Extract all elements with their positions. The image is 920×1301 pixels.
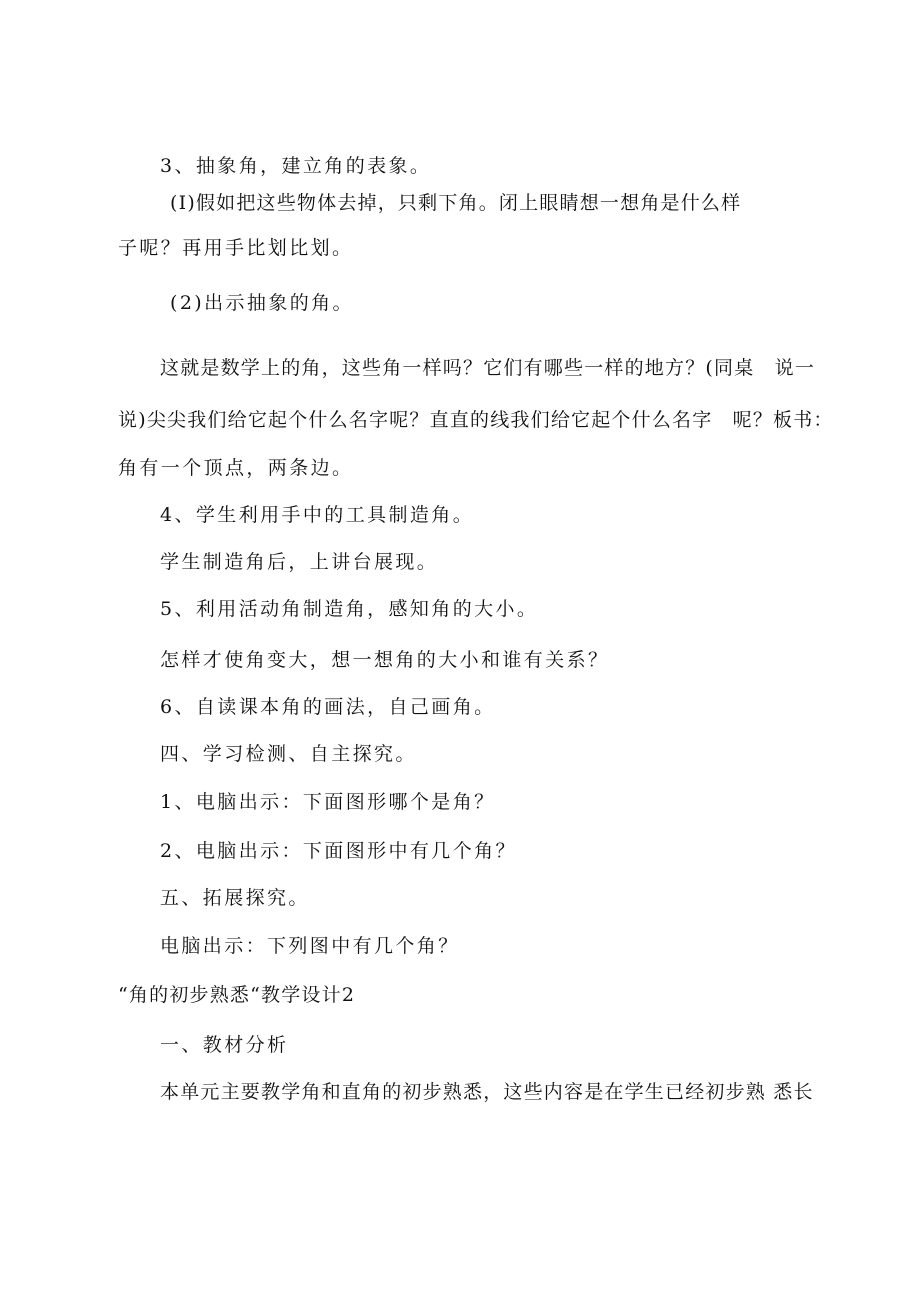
section-heading: 四、学习检测、自主探究。 [160, 743, 417, 765]
paragraph-line: 3、抽象角，建立角的表象。 [160, 155, 432, 177]
paragraph-line: 4、学生利用手中的工具制造角。 [160, 504, 475, 526]
paragraph-line: 这就是数学上的角，这些角一样吗？它们有哪些一样的地方？(同桌 说一 [160, 357, 816, 379]
paragraph-line: 子呢？再用手比划比划。 [118, 237, 354, 259]
paragraph-line: 角有一个顶点，两条边。 [118, 457, 354, 479]
paragraph-line: 5、利用活动角制造角，感知角的大小。 [160, 598, 539, 620]
paragraph-line: 2、电脑出示：下面图形中有几个角？ [160, 840, 517, 862]
paragraph-line: (2)出示抽象的角。 [170, 292, 354, 314]
section-heading: 一、教材分析 [160, 1034, 289, 1056]
paragraph-line: 1、电脑出示：下面图形哪个是角？ [160, 791, 496, 813]
paragraph-line: 学生制造角后，上讲台展现。 [160, 551, 439, 573]
section-heading: 五、拓展探究。 [160, 887, 310, 909]
paragraph-line: 本单元主要教学角和直角的初步熟悉，这些内容是在学生已经初步熟 悉长 [160, 1081, 814, 1103]
paragraph-line: 说)尖尖我们给它起个什么名字呢？直直的线我们给它起个什么名字 呢？板书： [118, 409, 834, 431]
document-title: “角的初步熟悉“教学设计2 [118, 984, 356, 1006]
paragraph-line: (I)假如把这些物体去掉，只剩下角。闭上眼睛想一想角是什么样 [170, 192, 742, 214]
paragraph-line: 6、自读课本角的画法，自己画角。 [160, 696, 496, 718]
paragraph-line: 怎样才使角变大，想一想角的大小和谁有关系？ [160, 649, 610, 671]
paragraph-line: 电脑出示：下列图中有几个角？ [160, 935, 460, 957]
